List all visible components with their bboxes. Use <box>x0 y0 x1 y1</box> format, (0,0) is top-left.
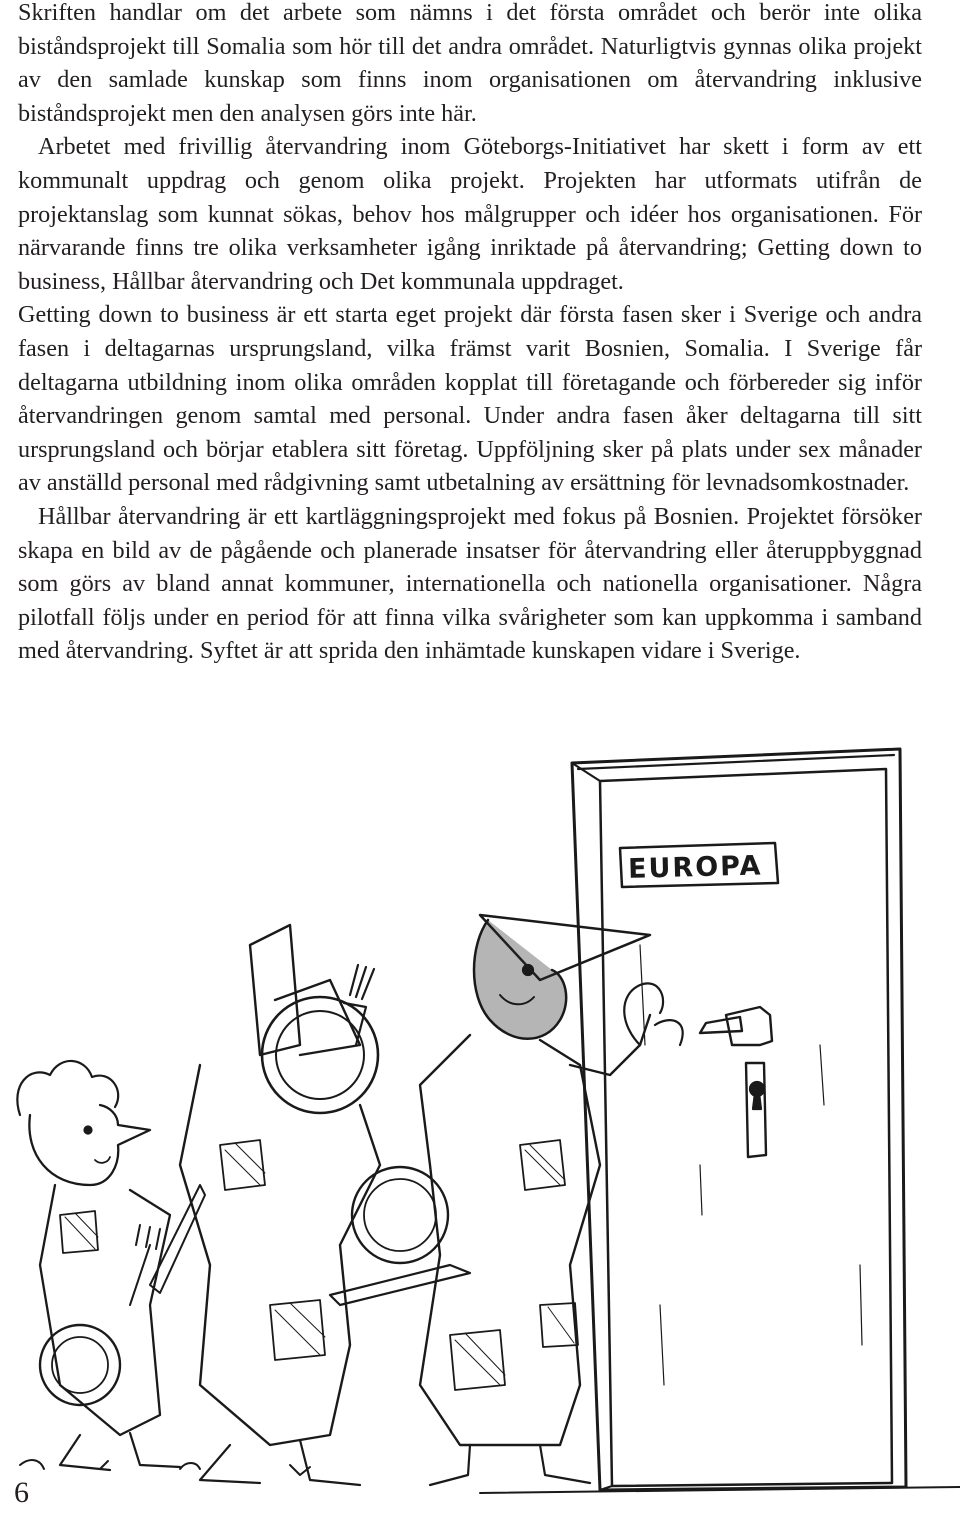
cartoon-illustration <box>0 745 960 1521</box>
paragraph-4: Hållbar återvandring är ett kartläggningsprojekt med fokus på Bosnien. Projektet försöker skapa en bild av de pågående och planerade insatser för återvandring eller återuppbyggnad som görs av bland annat kommuner, internationella och nationella organisationer. Några pilotfall följs under en period för att finna vilka svårigheter som kan uppkomma i samband med återvandring. Syftet är att sprida den inhämtade kunskapen vidare i Sverige. <box>18 502 922 665</box>
paragraph-3: Getting down to business är ett starta eget projekt där första fasen sker i Sverige och andra fasen i deltagarnas ursprungsland, vilka främst varit Bosnien, Somalia. I Sverige får deltagarna utbildning inom olika områden kopplat till företagande och förbereder sig inför återvandringen genom samtal med personal. Under andra fasen åker deltagarna till sitt ursprungsland och börjar etablera sitt företag. Uppföljning sker på plats under sex månader av anställd personal med rådgivning samt utbetalning av ersättning för levnadsomkostnader. <box>18 301 922 497</box>
figure-tall <box>330 915 683 1485</box>
door-handle <box>700 1007 772 1157</box>
body-text <box>18 0 922 668</box>
paragraph-1: Skriften handlar om det arbete som nämns i det första området och berör inte olika biståndsprojekt till Somalia som hör till det andra området. Naturligtvis gynnas olika projekt av den samlade kunskap som finns inom organisationen om återvandring inklusive biståndsprojekt men den analysen görs inte här. <box>18 0 922 127</box>
ground-marks <box>20 1460 310 1475</box>
door-sign-text: EUROPA <box>627 850 763 885</box>
door-sign <box>620 843 778 887</box>
paragraph-2: Arbetet med frivillig återvandring inom Göteborgs-Initiativet har skett i form av ett kommunalt uppdrag och genom olika projekt. Projekten har utformats utifrån de projektanslag som kunnat sökas, behov hos målgrupper och idéer hos organisationen. För närvarande finns tre olika verksamheter igång inriktade på återvandring; Getting down to business, Hållbar återvandring och Det kommunala uppdraget. <box>18 133 922 295</box>
page-number: 6 <box>14 1476 29 1509</box>
figure-child <box>17 1061 205 1470</box>
figure-middle <box>180 925 448 1485</box>
